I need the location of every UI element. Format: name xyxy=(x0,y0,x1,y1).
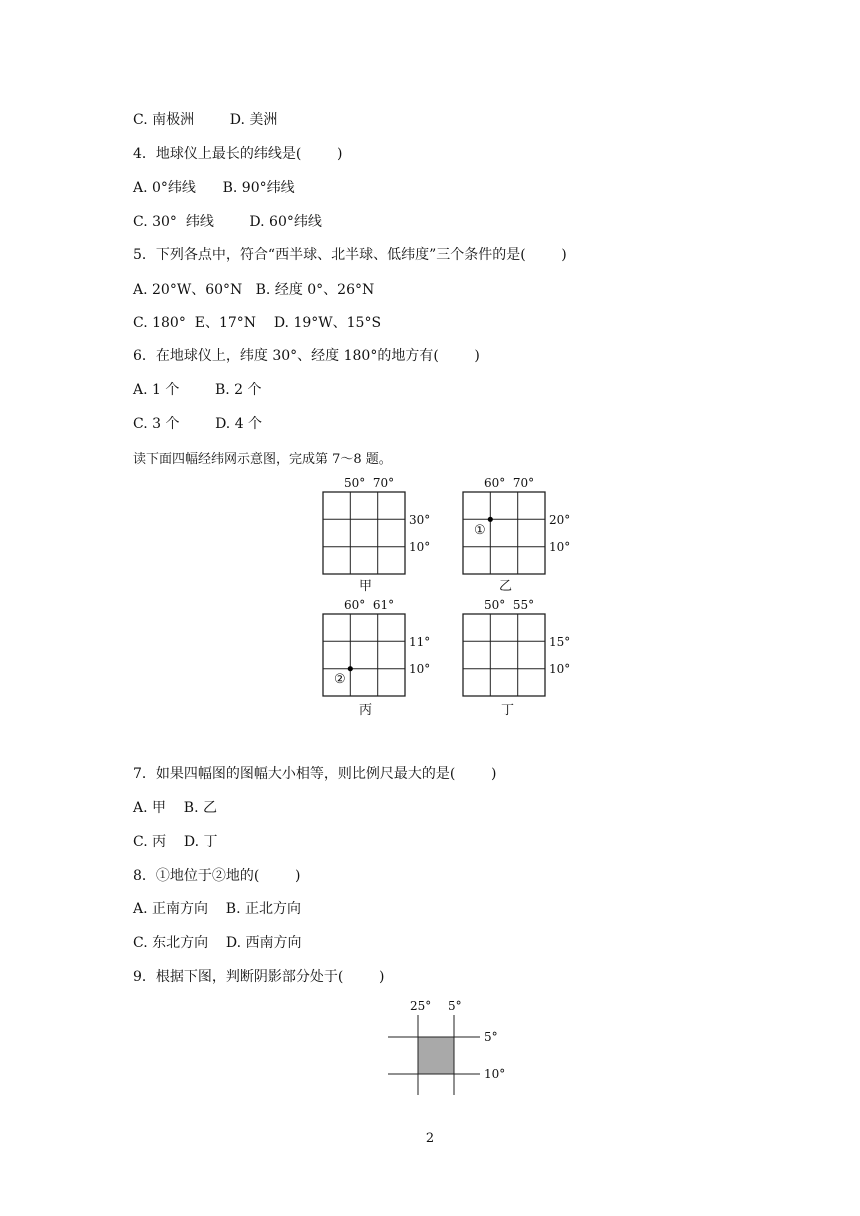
q4-options-ab: A. 0°纬线 B. 90°纬线 xyxy=(133,180,295,196)
q4-stem: 4．地球仪上最长的纬线是( ) xyxy=(133,146,343,162)
q9-stem: 9．根据下图，判断阴影部分处于( ) xyxy=(133,969,385,985)
bing-lat-label-1: 11° xyxy=(409,635,431,649)
bing-point-dot xyxy=(348,666,353,671)
figure-intro: 读下面四幅经纬网示意图，完成第 7～8 题。 xyxy=(133,452,392,467)
ding-caption: 丁 xyxy=(501,703,515,718)
page-number: 2 xyxy=(425,1131,435,1146)
q9-lat-label-2: 10° xyxy=(484,1067,506,1081)
ding-longitude-labels: 50° 55° xyxy=(484,598,535,612)
q5-stem: 5．下列各点中，符合“西半球、北半球、低纬度”三个条件的是( ) xyxy=(133,247,567,263)
yi-longitude-labels: 60° 70° xyxy=(484,476,535,490)
jia-lat-label-1: 30° xyxy=(409,513,431,527)
bing-grid xyxy=(310,594,450,714)
yi-lat-label-2: 10° xyxy=(549,540,571,554)
q9-shaded-area xyxy=(418,1037,454,1074)
q5-options-cd: C. 180° E、17°N D. 19°W、15°S xyxy=(133,315,382,331)
ding-lat-label-1: 15° xyxy=(549,635,571,649)
yi-point-dot xyxy=(488,517,493,522)
q5-options-ab: A. 20°W、60°N B. 经度 0°、26°N xyxy=(133,282,375,298)
yi-lat-label-1: 20° xyxy=(549,513,571,527)
bing-point-marker: ② xyxy=(334,672,346,687)
q8-stem: 8．①地位于②地的( ) xyxy=(133,868,301,884)
q7-options-ab: A. 甲 B. 乙 xyxy=(133,800,217,816)
jia-caption: 甲 xyxy=(359,579,373,594)
q9-grid xyxy=(380,995,520,1100)
ding-grid xyxy=(450,594,590,714)
yi-grid xyxy=(450,472,590,592)
bing-caption: 丙 xyxy=(359,703,373,718)
q6-options-ab: A. 1 个 B. 2 个 xyxy=(133,382,262,398)
yi-point-marker: ① xyxy=(474,523,486,538)
figure-ding xyxy=(450,594,590,714)
q3-options-cd: C. 南极洲 D. 美洲 xyxy=(133,112,278,128)
jia-longitude-labels: 50° 70° xyxy=(344,476,395,490)
figure-q9 xyxy=(380,995,520,1100)
figure-jia xyxy=(310,472,450,592)
jia-grid xyxy=(310,472,450,592)
ding-lat-label-2: 10° xyxy=(549,662,571,676)
q8-options-ab: A. 正南方向 B. 正北方向 xyxy=(133,901,301,917)
q4-options-cd: C. 30° 纬线 D. 60°纬线 xyxy=(133,214,322,230)
bing-lat-label-2: 10° xyxy=(409,662,431,676)
q6-options-cd: C. 3 个 D. 4 个 xyxy=(133,416,263,432)
bing-longitude-labels: 60° 61° xyxy=(344,598,395,612)
q9-lon-label-1: 25° xyxy=(410,999,432,1013)
figure-bing xyxy=(310,594,450,714)
q6-stem: 6．在地球仪上，纬度 30°、经度 180°的地方有( ) xyxy=(133,348,480,364)
q9-lat-label-1: 5° xyxy=(484,1030,498,1044)
q7-options-cd: C. 丙 D. 丁 xyxy=(133,834,218,850)
q9-lon-label-2: 5° xyxy=(448,999,462,1013)
q7-stem: 7．如果四幅图的图幅大小相等，则比例尺最大的是( ) xyxy=(133,766,497,782)
yi-caption: 乙 xyxy=(499,579,513,594)
q8-options-cd: C. 东北方向 D. 西南方向 xyxy=(133,935,302,951)
figure-yi xyxy=(450,472,590,592)
jia-lat-label-2: 10° xyxy=(409,540,431,554)
